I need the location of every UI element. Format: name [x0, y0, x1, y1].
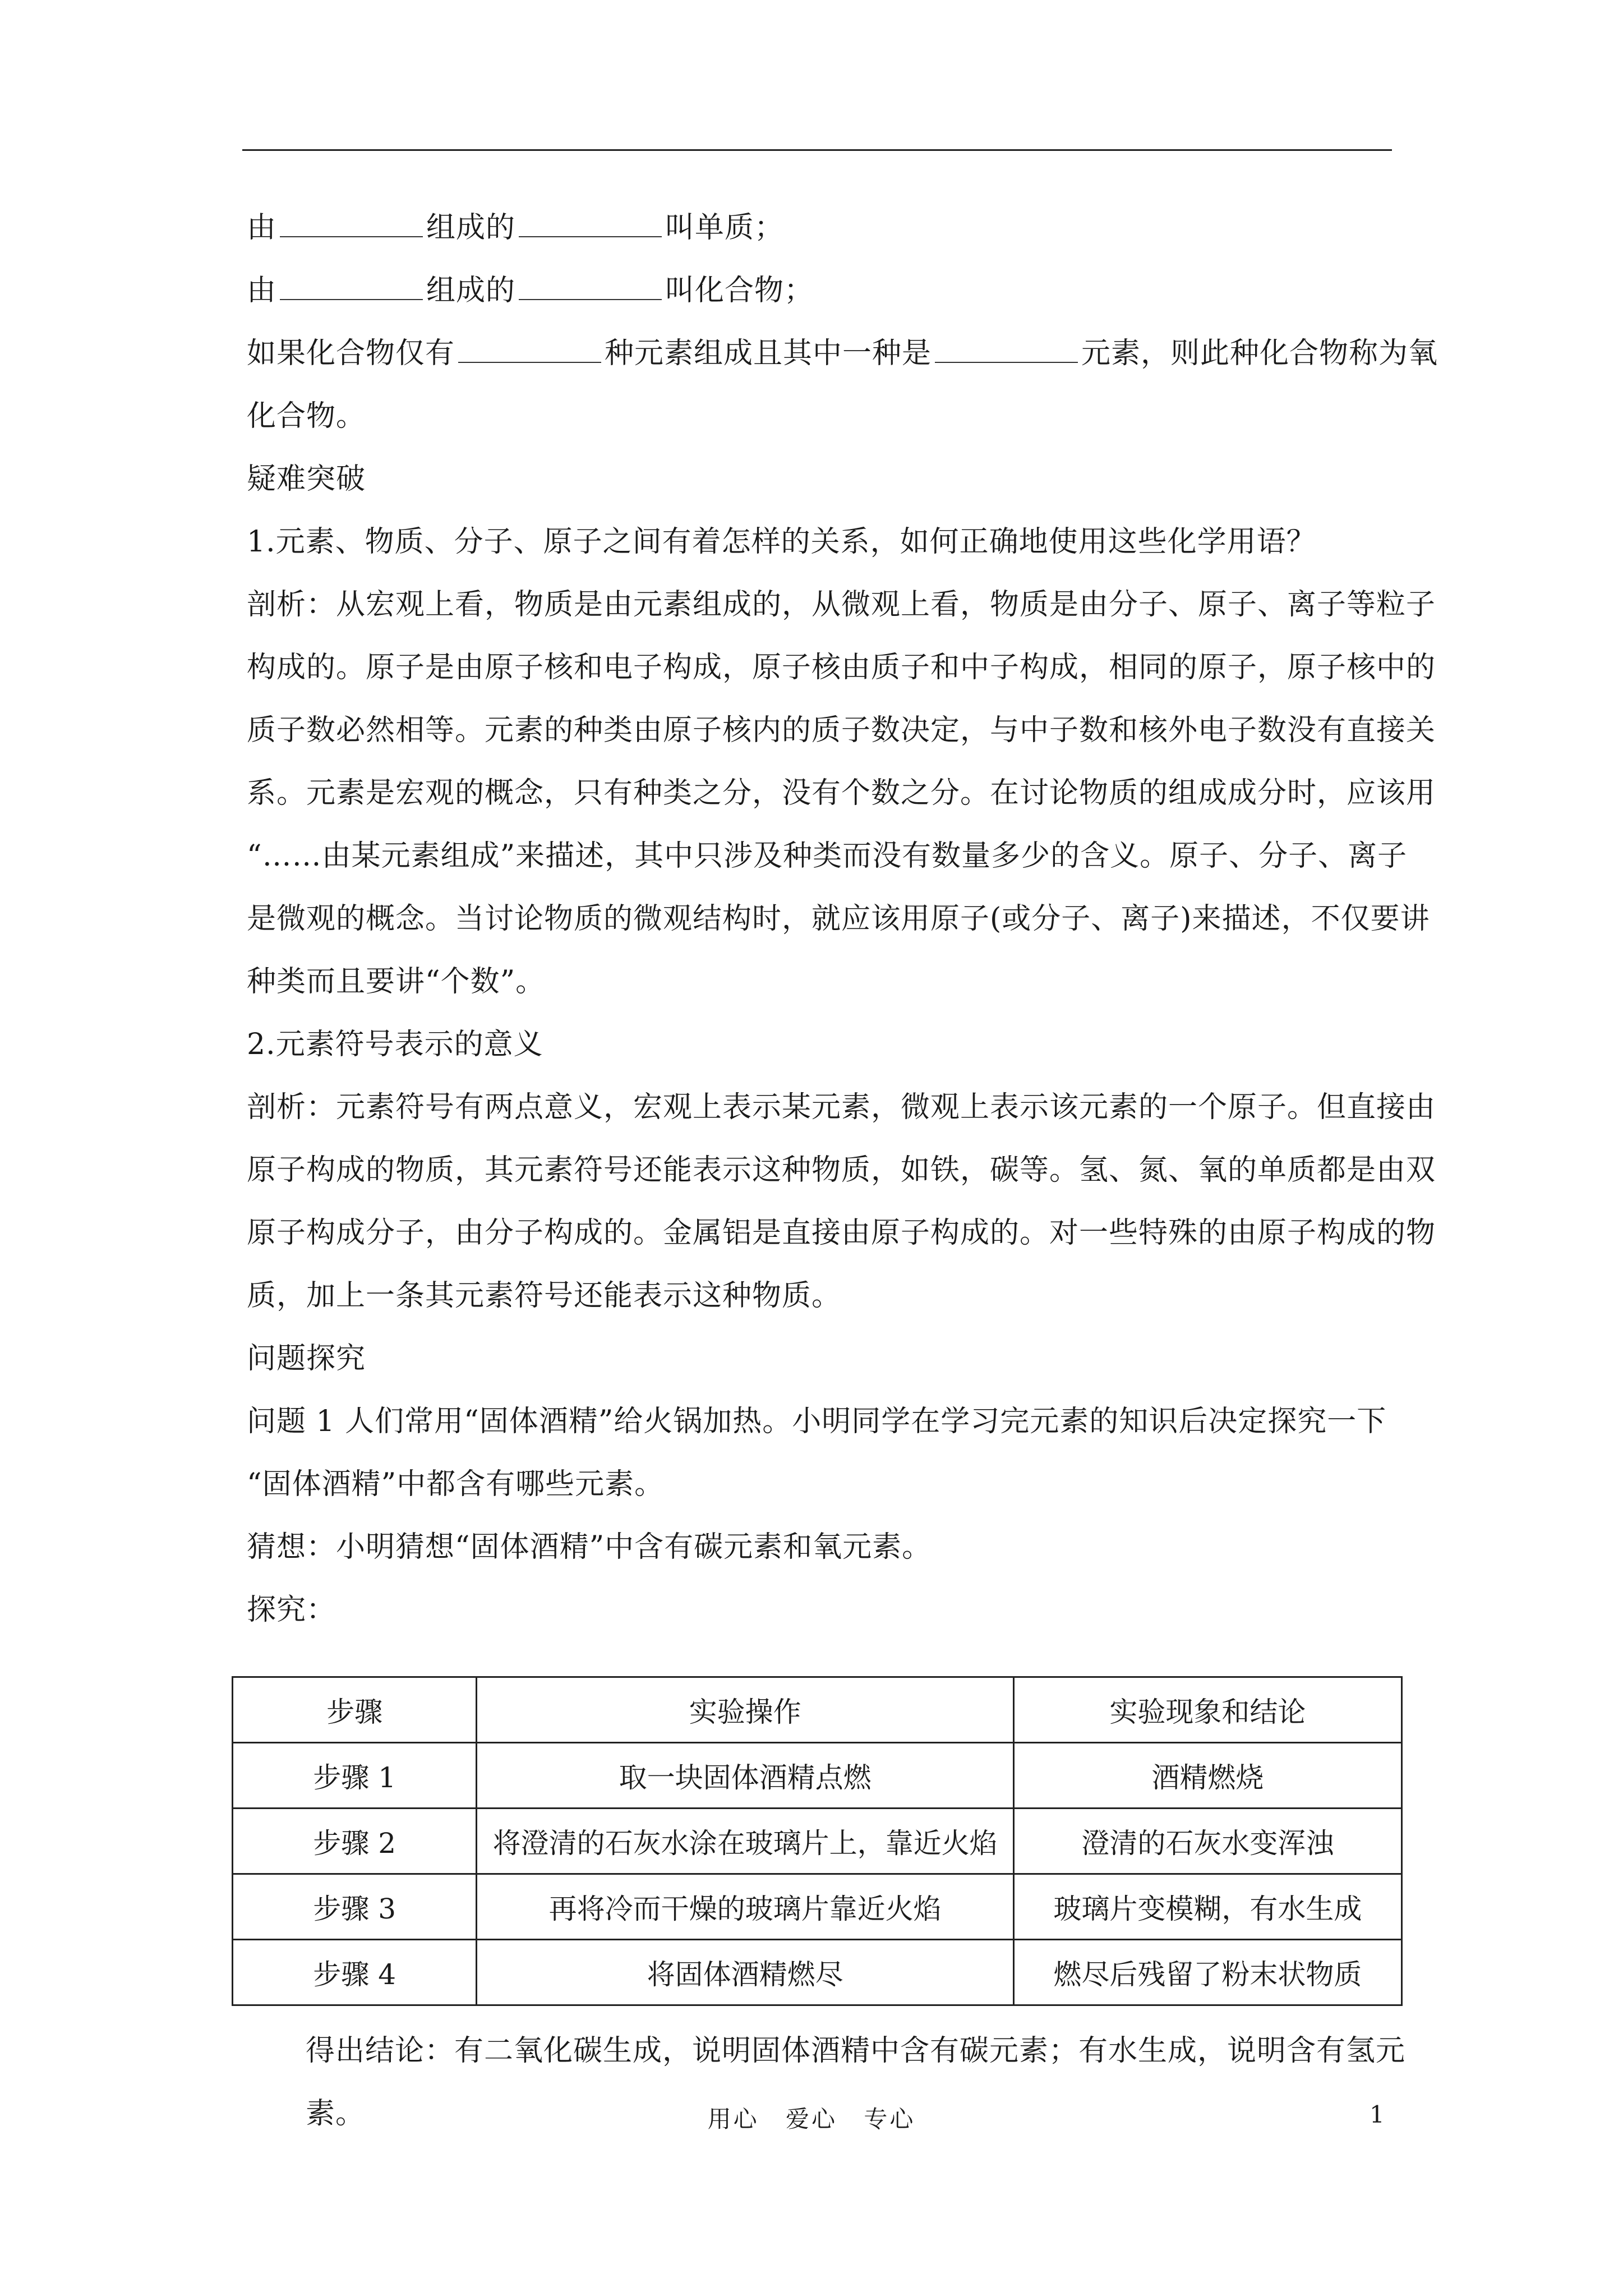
section-heading-inquiry: 问题探究 [247, 1342, 366, 1375]
analysis-line: 剖析：元素符号有两点意义，宏观上表示某元素，微观上表示该元素的一个原子。但直接由 [247, 1091, 1436, 1124]
text-segment: 组成的 [426, 211, 516, 245]
question-1-title: 1.元素、物质、分子、原子之间有着怎样的关系，如何正确地使用这些化学用语？ [247, 525, 1316, 559]
table-cell: 再将冷而干燥的玻璃片靠近火焰 [477, 1874, 1013, 1940]
analysis-line: 质子数必然相等。元素的种类由原子核内的质子数决定，与中子数和核外电子数没有直接关 [247, 714, 1436, 747]
blank-field [935, 361, 1078, 363]
table-row [233, 1874, 1402, 1940]
section-heading-difficulty: 疑难突破 [247, 462, 366, 496]
hypothesis-line: 猜想：小明猜想“固体酒精”中含有碳元素和氧元素。 [247, 1530, 932, 1564]
text-segment: 叫化合物； [665, 274, 814, 307]
analysis-line: 构成的。原子是由原子核和电子构成，原子核由质子和中子构成，相同的原子，原子核中的 [247, 651, 1436, 684]
question-2-title: 2.元素符号表示的意义 [247, 1028, 543, 1061]
experiment-table [232, 1676, 1403, 2006]
text-segment: 由 [247, 211, 277, 245]
analysis-line: 是微观的概念。当讨论物质的微观结构时，就应该用原子(或分子、离子)来描述，不仅要讲 [247, 902, 1430, 936]
text-segment: 种元素组成且其中一种是 [605, 337, 932, 370]
table-cell: 步骤 2 [233, 1809, 477, 1874]
analysis-line: 种类而且要讲“个数”。 [247, 965, 546, 999]
table-header-cell: 实验操作 [477, 1677, 1013, 1743]
table-cell: 步骤 4 [233, 1940, 477, 2005]
fill-in-line-1 [247, 196, 1402, 259]
text-segment: 组成的 [426, 274, 516, 307]
blank-field [280, 236, 423, 237]
analysis-line: 系。元素是宏观的概念，只有种类之分，没有个数之分。在讨论物质的组成成分时，应该用 [247, 776, 1436, 810]
table-cell: 将固体酒精燃尽 [477, 1940, 1013, 2005]
blank-field [519, 236, 662, 237]
text-segment: 如果化合物仅有 [247, 337, 455, 370]
document-body [247, 196, 1438, 1641]
header-rule [242, 149, 1392, 151]
problem-line: “固体酒精”中都含有哪些元素。 [247, 1467, 665, 1501]
blank-field [519, 298, 662, 300]
table-header-cell: 步骤 [233, 1677, 477, 1743]
table-cell: 酒精燃烧 [1013, 1743, 1401, 1809]
fill-in-line-3 [247, 322, 1438, 385]
table-row [233, 1940, 1402, 2005]
analysis-line: “……由某元素组成”来描述，其中只涉及种类而没有数量多少的含义。原子、分子、离子 [247, 839, 1408, 873]
analysis-line: 原子构成的物质，其元素符号还能表示这种物质，如铁，碳等。氢、氮、氧的单质都是由双 [247, 1153, 1436, 1187]
explore-label: 探究： [247, 1593, 336, 1627]
table-cell: 燃尽后残留了粉末状物质 [1013, 1940, 1401, 2005]
table-cell: 玻璃片变模糊，有水生成 [1013, 1874, 1401, 1940]
table-cell: 步骤 3 [233, 1874, 477, 1940]
fill-in-line-3-cont: 化合物。 [247, 399, 366, 433]
footer-motto: 用心 爱心 专心 [707, 2105, 916, 2133]
analysis-line: 原子构成分子，由分子构成的。金属铝是直接由原子构成的。对一些特殊的由原子构成的物 [247, 1216, 1436, 1250]
problem-line: 问题 1 人们常用“固体酒精”给火锅加热。小明同学在学习完元素的知识后决定探究一下 [247, 1405, 1387, 1438]
table-cell: 将澄清的石灰水涂在玻璃片上，靠近火焰 [477, 1809, 1013, 1874]
text-segment: 元素，则此种化合物称为氧 [1081, 337, 1438, 370]
analysis-line: 质，加上一条其元素符号还能表示这种物质。 [247, 1279, 842, 1313]
blank-field [280, 298, 423, 300]
text-segment: 由 [247, 274, 277, 307]
table-header-cell: 实验现象和结论 [1013, 1677, 1401, 1743]
table-cell: 步骤 1 [233, 1743, 477, 1809]
table-row [233, 1809, 1402, 1874]
conclusion-line: 得出结论：有二氧化碳生成，说明固体酒精中含有碳元素；有水生成，说明含有氢元素。 [306, 2034, 1406, 2131]
table-header-row [233, 1677, 1402, 1743]
table-cell: 取一块固体酒精点燃 [477, 1743, 1013, 1809]
page-number: 1 [1370, 2101, 1385, 2128]
text-segment: 叫单质； [665, 211, 785, 245]
fill-in-line-2 [247, 259, 1402, 322]
table-cell: 澄清的石灰水变浑浊 [1013, 1809, 1401, 1874]
table-row [233, 1743, 1402, 1809]
analysis-line: 剖析：从宏观上看，物质是由元素组成的，从微观上看，物质是由分子、原子、离子等粒子 [247, 588, 1436, 622]
blank-field [458, 361, 601, 363]
